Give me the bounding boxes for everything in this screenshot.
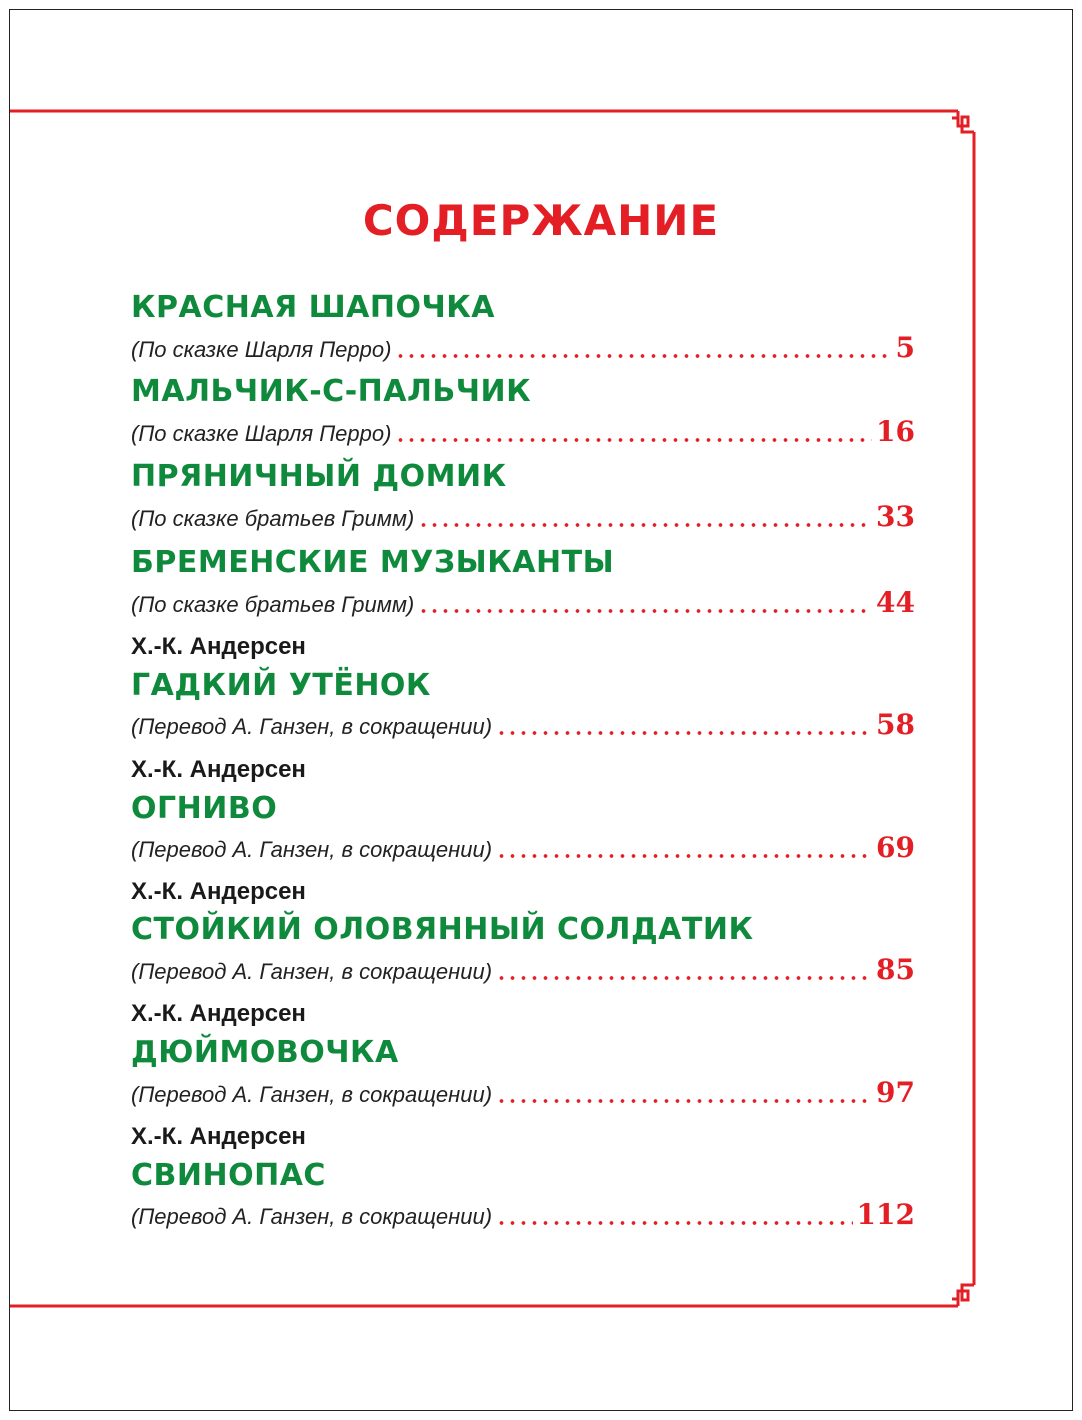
entry-page-number: 69	[876, 831, 915, 864]
entry-page-number: 85	[876, 953, 915, 986]
entry-source: (Перевод А. Ганзен, в сокращении)	[131, 1204, 493, 1229]
entry-page-number: 58	[876, 708, 915, 741]
entry-title[interactable]: СВИНОПАС	[131, 1158, 326, 1193]
entry-author: Х.-К. Андерсен	[131, 878, 306, 905]
dot-leader	[395, 353, 891, 359]
entry-line[interactable]	[131, 953, 915, 986]
entry-line[interactable]	[131, 1076, 915, 1109]
entry-title[interactable]: КРАСНАЯ ШАПОЧКА	[131, 290, 495, 325]
entry-source: (Перевод А. Ганзен, в сокращении)	[131, 959, 493, 984]
dot-leader	[496, 1098, 872, 1104]
entry-author: Х.-К. Андерсен	[131, 1123, 306, 1150]
entry-title[interactable]: ОГНИВО	[131, 791, 278, 826]
entry-author: Х.-К. Андерсен	[131, 633, 306, 660]
entry-title[interactable]: ГАДКИЙ УТЁНОК	[131, 668, 431, 703]
entry-title[interactable]: ДЮЙМОВОЧКА	[131, 1035, 399, 1070]
dot-leader	[496, 853, 872, 859]
entry-source: (Перевод А. Ганзен, в сокращении)	[131, 1082, 493, 1107]
entry-source: (Перевод А. Ганзен, в сокращении)	[131, 837, 493, 862]
entry-line[interactable]	[131, 831, 915, 864]
entry-page-number: 5	[895, 331, 915, 364]
entry-author: Х.-К. Андерсен	[131, 756, 306, 783]
page-title: СОДЕРЖАНИЕ	[362, 196, 720, 245]
entry-title[interactable]: ПРЯНИЧНЫЙ ДОМИК	[131, 459, 507, 494]
entry-page-number: 16	[876, 415, 915, 448]
entry-page-number: 97	[876, 1076, 915, 1109]
entry-page-number: 44	[876, 586, 915, 619]
entry-page-number: 33	[876, 500, 915, 533]
dot-leader	[418, 522, 872, 528]
dot-leader	[496, 975, 872, 981]
entry-source: (По сказке братьев Гримм)	[131, 506, 415, 531]
entry-page-number: 112	[856, 1198, 915, 1231]
entry-line[interactable]	[131, 708, 915, 741]
entry-line[interactable]	[131, 1198, 915, 1231]
entry-source: (По сказке Шарля Перро)	[131, 421, 392, 446]
entry-line[interactable]	[131, 586, 915, 619]
dot-leader	[395, 437, 872, 443]
entry-line[interactable]	[131, 500, 915, 533]
entry-line[interactable]	[131, 415, 915, 448]
dot-leader	[496, 730, 872, 736]
entry-title[interactable]: МАЛЬЧИК-С-ПАЛЬЧИК	[131, 374, 532, 409]
entry-source: (По сказке Шарля Перро)	[131, 337, 392, 362]
dot-leader	[496, 1220, 852, 1226]
entry-line[interactable]	[131, 331, 915, 364]
entry-title[interactable]: СТОЙКИЙ ОЛОВЯННЫЙ СОЛДАТИК	[131, 912, 754, 947]
entry-source: (По сказке братьев Гримм)	[131, 592, 415, 617]
entry-title[interactable]: БРЕМЕНСКИЕ МУЗЫКАНТЫ	[131, 545, 615, 580]
entry-author: Х.-К. Андерсен	[131, 1000, 306, 1027]
entry-source: (Перевод А. Ганзен, в сокращении)	[131, 714, 493, 739]
dot-leader	[418, 608, 872, 614]
